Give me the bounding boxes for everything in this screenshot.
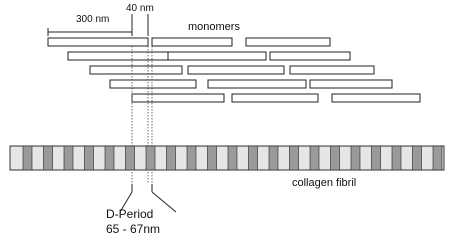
- fibril-band: [290, 146, 299, 170]
- fibril-band: [310, 146, 319, 170]
- fibril-band: [44, 146, 53, 170]
- monomer-rows: [48, 38, 420, 102]
- monomer: [90, 66, 182, 74]
- monomers-label: monomers: [188, 21, 240, 33]
- fibril-bands: [23, 146, 442, 170]
- monomer: [290, 66, 374, 74]
- fibril-band: [392, 146, 401, 170]
- monomer: [152, 38, 232, 46]
- scale-300nm-label: 300 nm: [76, 14, 110, 25]
- fibril-band: [351, 146, 360, 170]
- fibril-band: [23, 146, 32, 170]
- fibril-band: [331, 146, 340, 170]
- collagen-fibril-label: collagen fibril: [292, 177, 357, 189]
- collagen-fibril: [10, 146, 444, 170]
- fibril-band: [228, 146, 237, 170]
- monomer: [310, 80, 392, 88]
- fibril-band: [64, 146, 73, 170]
- fibril-band: [269, 146, 278, 170]
- monomer: [132, 94, 224, 102]
- monomer: [188, 66, 284, 74]
- monomer: [232, 94, 318, 102]
- fibril-band: [413, 146, 422, 170]
- fibril-band: [187, 146, 196, 170]
- fibril-band: [146, 146, 155, 170]
- scale-40nm-label: 40 nm: [126, 3, 154, 14]
- monomer: [208, 80, 306, 88]
- monomer: [110, 80, 196, 88]
- fibril-band: [85, 146, 94, 170]
- monomer: [168, 52, 266, 60]
- monomer: [332, 94, 420, 102]
- fibril-band: [126, 146, 135, 170]
- fibril-band: [249, 146, 258, 170]
- fibril-band: [433, 146, 442, 170]
- fibril-band: [372, 146, 381, 170]
- monomer: [246, 38, 330, 46]
- d-period-value: 65 - 67nm: [106, 222, 161, 236]
- fibril-band: [105, 146, 114, 170]
- d-period-label: D-Period: [106, 207, 154, 221]
- fibril-band: [208, 146, 217, 170]
- monomer: [270, 52, 350, 60]
- monomer: [68, 52, 168, 60]
- bracket-line: [152, 192, 176, 212]
- monomer: [48, 38, 148, 46]
- fibril-band: [167, 146, 176, 170]
